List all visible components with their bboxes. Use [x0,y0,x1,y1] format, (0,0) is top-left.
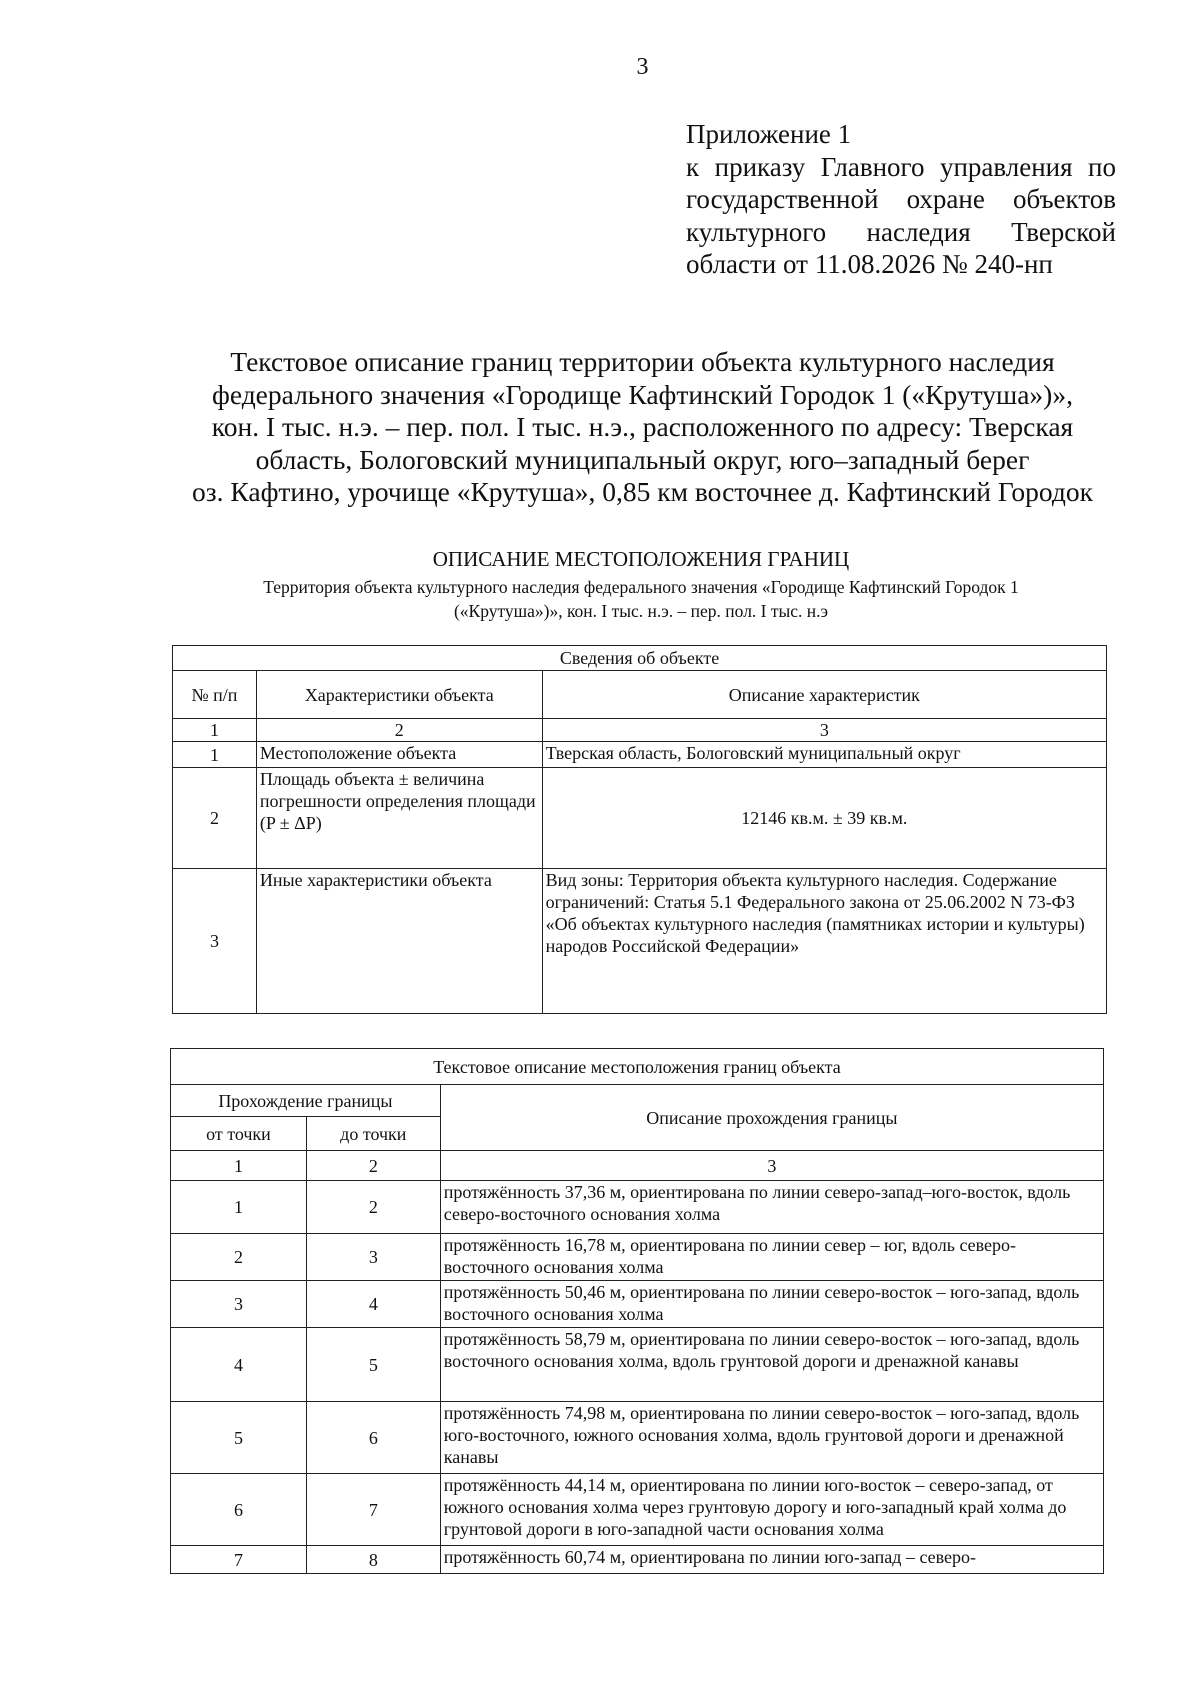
subtitle-line: Территория объекта культурного наследия федерального значения «Городище Кафтинский Городок 1 [263,577,1019,597]
from-point: 3 [171,1281,307,1328]
to-point: 6 [306,1402,440,1474]
to-point: 4 [306,1281,440,1328]
table-caption: Текстовое описание местоположения границ объекта [171,1049,1104,1085]
table-row [171,1402,1104,1474]
row-characteristic: Площадь объекта ± величина погрешности определения площади (P ± ΔP) [256,768,542,869]
section-subtitle [180,575,1102,623]
to-point: 3 [306,1234,440,1281]
boundary-description: протяжённость 37,36 м, ориентирована по линии северо-запад–юго-восток, вдоль северо-восточного основания холма [440,1181,1103,1234]
object-info-table [172,645,1107,1014]
to-point: 5 [306,1328,440,1402]
from-point: 5 [171,1402,307,1474]
header-description: Описание характеристик [542,671,1106,719]
table-row [173,869,1107,1014]
row-number: 3 [173,869,257,1014]
column-number: 3 [542,719,1106,742]
page-number: 3 [636,54,649,80]
table-row [171,1546,1104,1574]
from-point: 2 [171,1234,307,1281]
title-line: Текстовое описание границ территории объекта культурного наследия [230,346,1055,377]
row-description: Тверская область, Бологовский муниципальный округ [542,742,1106,768]
from-point: 6 [171,1474,307,1546]
boundary-description: протяжённость 44,14 м, ориентирована по линии юго-восток – северо-запад, от южного основания холма через грунтовую дорогу и юго-западный край холма до грунтовой дороги в юго-западной части основания холма [440,1474,1103,1546]
boundary-description: протяжённость 50,46 м, ориентирована по линии северо-восток – юго-запад, вдоль восточного основания холма [440,1281,1103,1328]
appendix-line: культурного наследия Тверской [686,216,1116,247]
header-characteristic: Характеристики объекта [256,671,542,719]
boundary-description: протяжённость 60,74 м, ориентирована по линии юго-запад – северо- [440,1546,1103,1574]
to-point: 8 [306,1546,440,1574]
appendix-line: области от 11.08.2026 № 240-нп [686,249,1053,279]
boundary-description: протяжённость 74,98 м, ориентирована по линии северо-восток – юго-запад, вдоль юго-восточного, южного основания холма, вдоль грунтовой дороги и дренажной канавы [440,1402,1103,1474]
from-point: 4 [171,1328,307,1402]
title-line: оз. Кафтино, урочище «Крутуша», 0,85 км восточнее д. Кафтинский Городок [192,476,1093,507]
appendix-block [686,118,1116,281]
header-from-point: от точки [171,1117,307,1151]
table-row [173,742,1107,768]
row-number: 1 [173,742,257,768]
table-row [171,1328,1104,1402]
column-number: 3 [440,1151,1103,1181]
boundary-description: протяжённость 16,78 м, ориентирована по линии север – юг, вдоль северо-восточного основания холма [440,1234,1103,1281]
column-number: 1 [171,1151,307,1181]
title-line: федерального значения «Городище Кафтинский Городок 1 («Крутуша»)», [212,378,1073,410]
row-characteristic: Иные характеристики объекта [256,869,542,1014]
subtitle-line: («Крутуша»)», кон. I тыс. н.э. – пер. пол. I тыс. н.э [453,601,829,621]
table-row [171,1474,1104,1546]
row-number: 2 [173,768,257,869]
column-number: 2 [256,719,542,742]
column-number: 2 [306,1151,440,1181]
row-description: Вид зоны: Территория объекта культурного наследия. Содержание ограничений: Статья 5.1 Федерального закона от 25.06.2002 N 73-ФЗ «Об объектах культурного наследия (памятниках истории и культуры) народов Российской Федерации» [542,869,1106,1014]
table-row [171,1281,1104,1328]
appendix-line: государственной охране объектов [686,184,1116,214]
appendix-line: Приложение 1 [686,119,852,149]
row-description: 12146 кв.м. ± 39 кв.м. [542,768,1106,869]
header-to-point: до точки [306,1117,440,1151]
boundary-description: протяжённость 58,79 м, ориентирована по линии северо-восток – юго-запад, вдоль восточного основания холма, вдоль грунтовой дороги и дренажной канавы [440,1328,1103,1402]
title-line: кон. I тыс. н.э. – пер. пол. I тыс. н.э., расположенного по адресу: Тверская [211,411,1074,442]
row-characteristic: Местоположение объекта [256,742,542,768]
table-row [171,1181,1104,1234]
header-description: Описание прохождения границы [440,1085,1103,1151]
from-point: 1 [171,1181,307,1234]
table-row [171,1234,1104,1281]
table-caption: Сведения об объекте [173,646,1107,671]
header-boundary-group: Прохождение границы [171,1085,441,1117]
table-row [173,768,1107,869]
appendix-line: к приказу Главного управления по [686,151,1116,182]
header-number [173,671,257,719]
column-number: 1 [173,719,257,742]
document-title [150,346,1135,509]
section-title: ОПИСАНИЕ МЕСТОПОЛОЖЕНИЯ ГРАНИЦ [432,547,850,571]
from-point: 7 [171,1546,307,1574]
title-line: область, Бологовский муниципальный округ, юго–западный берег [255,443,1030,475]
to-point: 2 [306,1181,440,1234]
header-number-label: № п/п [191,684,238,705]
boundary-description-table [170,1048,1104,1574]
to-point: 7 [306,1474,440,1546]
